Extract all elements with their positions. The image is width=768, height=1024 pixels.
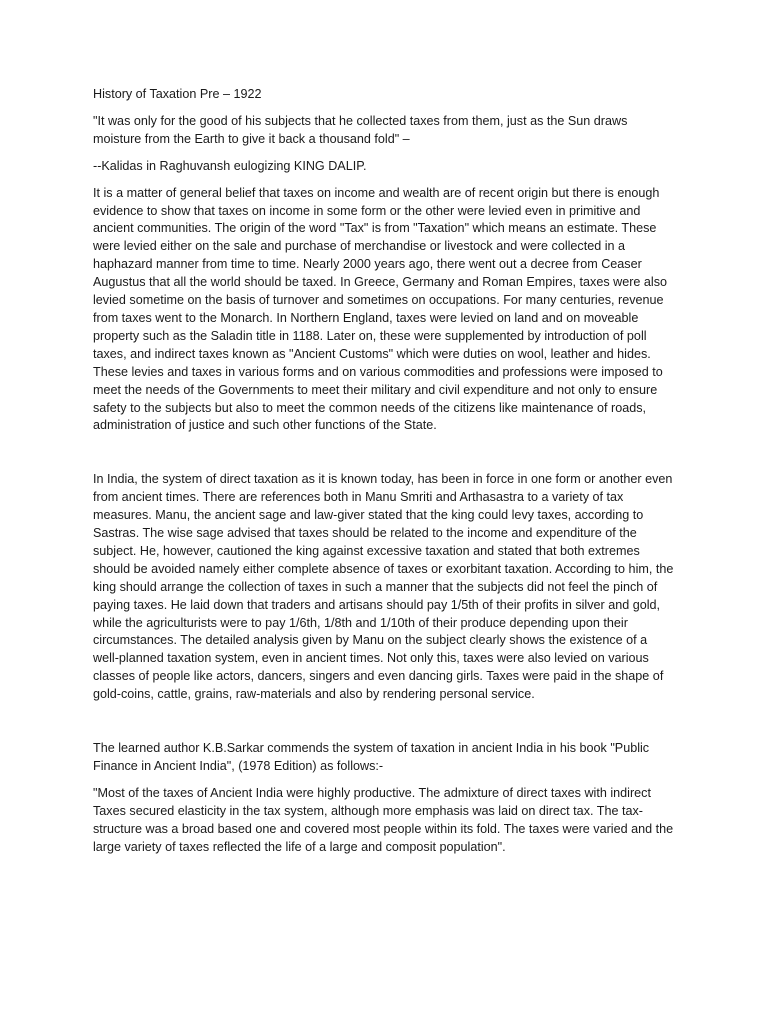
paragraph-general-history: It is a matter of general belief that taxes on income and wealth are of recent origin but there is enough evidence to show that taxes on income in some form or the other were levied even in primitive and ancient communities. The origin of the word "Tax" is from "Taxation" which means an estimate. These were levied either on the sale and purchase of merchandise or livestock and were collected in a haphazard manner from time to time. Nearly 2000 years ago, there went out a decree from Ceaser Augustus that all the world should be taxed. In Greece, Germany and Roman Empires, taxes were also levied sometime on the basis of turnover and sometimes on occupations. For many centuries, revenue from taxes went to the Monarch. In Northern England, taxes were levied on land and on moveable property such as the Saladin title in 1188. Later on, these were supplemented by introduction of poll taxes, and indirect taxes known as "Ancient Customs" which were duties on wool, leather and hides. These levies and taxes in various forms and on various commodities and professions were imposed to meet the needs of the Governments to meet their military and civil expenditure and not only to ensure safety to the subjects but also to meet the common needs of the citizens like maintenance of roads, administration of justice and such other functions of the State.	[93, 185, 668, 433]
paragraph-sarkar-quote: "Most of the taxes of Ancient India were highly productive. The admixture of direct taxes with indirect Taxes secured elasticity in the tax system, although more emphasis was laid on direct tax. The tax-structure was a broad based one and covered most people within its fold. The taxes were varied and the large variety of taxes reflected the life of a large and composit population".	[93, 785, 674, 854]
opening-quote: "It was only for the good of his subjects that he collected taxes from them, just as the Sun draws moisture from the Earth to give it back a thousand fold" –	[93, 113, 628, 146]
document-title: History of Taxation Pre – 1922	[93, 87, 262, 101]
document-body	[93, 86, 675, 866]
paragraph-spacer	[93, 444, 675, 471]
paragraph-india-history: In India, the system of direct taxation as it is known today, has been in force in one form or another even from ancient times. There are references both in Manu Smriti and Arthasastra to a variety of tax measures. Manu, the ancient sage and law-giver stated that the king could levy taxes, according to Sastras. The wise sage advised that taxes should be related to the income and expenditure of the subject. He, however, cautioned the king against excessive taxation and stated that both extremes should be avoided namely either complete absence of taxes or exorbitant taxation. According to him, the king should arrange the collection of taxes in such a manner that the subjects did not feel the pinch of paying taxes. He laid down that traders and artisans should pay 1/5th of their profits in silver and gold, while the agriculturists were to pay 1/6th, 1/8th and 1/10th of their produce depending upon their circumstances. The detailed analysis given by Manu on the subject clearly shows the existence of a well-planned taxation system, even in ancient times. Not only this, taxes were also levied on various classes of people like actors, dancers, singers and even dancing girls. Taxes were paid in the shape of gold-coins, cattle, grains, raw-materials and also by rendering personal service.	[93, 472, 674, 702]
paragraph-spacer	[93, 713, 675, 740]
quote-attribution: --Kalidas in Raghuvansh eulogizing KING DALIP.	[93, 158, 367, 173]
paragraph-sarkar-intro: The learned author K.B.Sarkar commends the system of taxation in ancient India in his book "Public Finance in Ancient India", (1978 Edition) as follows:-	[93, 741, 650, 773]
